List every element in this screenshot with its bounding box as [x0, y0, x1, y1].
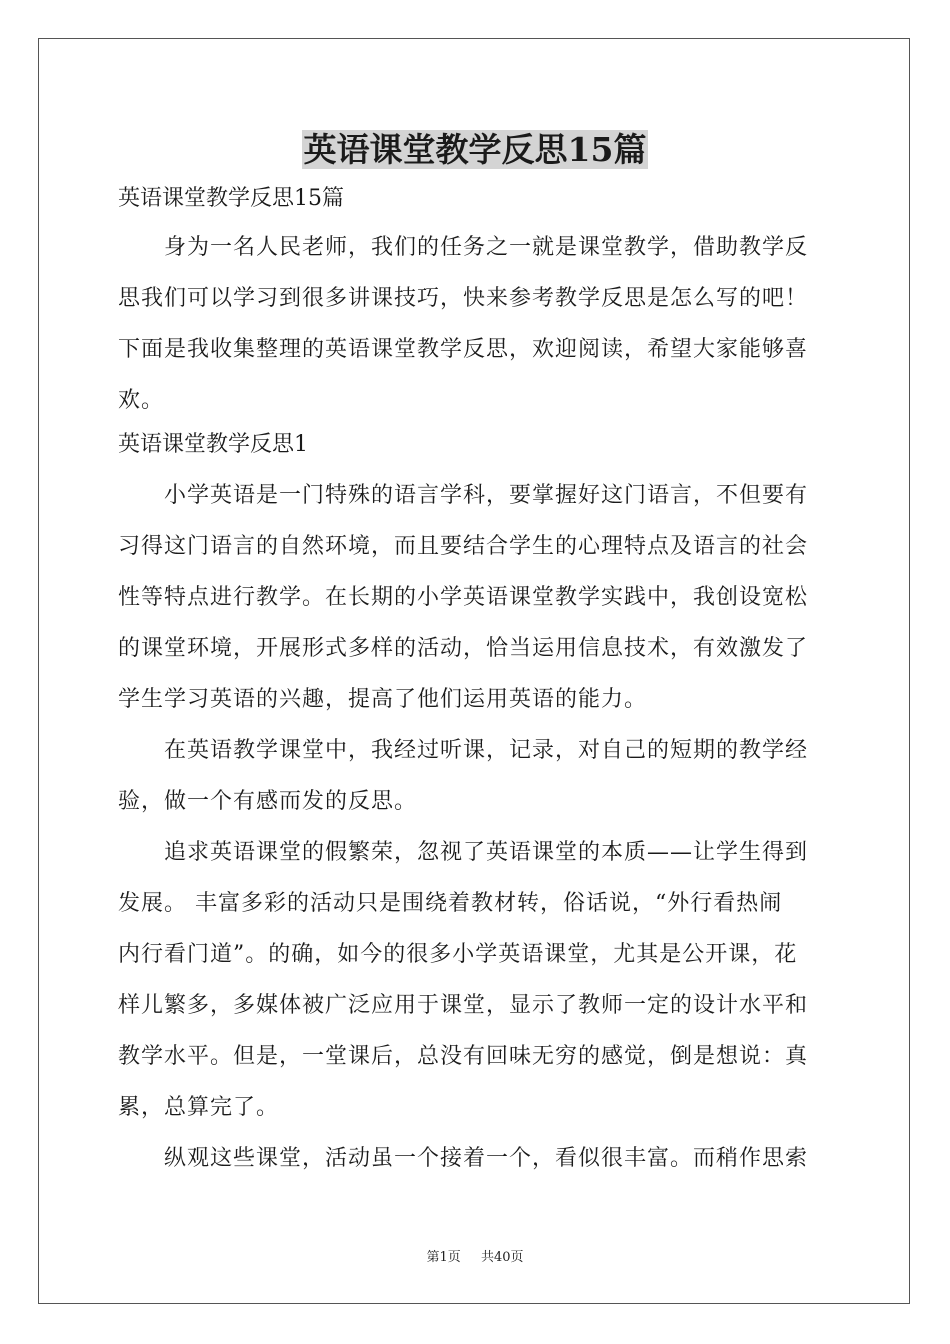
page-footer — [0, 1246, 950, 1265]
text-line: 验，做一个有感而发的反思。 — [118, 789, 418, 814]
text-line: 性等特点进行教学。在长期的小学英语课堂教学实践中，我创设宽松 — [118, 585, 809, 610]
text-line: 的课堂环境，开展形式多样的活动，恰当运用信息技术，有效激发了 — [118, 636, 809, 661]
text-line: 身为一名人民老师，我们的任务之一就是课堂教学，借助教学反 — [118, 235, 809, 260]
text-line: 习得这门语言的自然环境，而且要结合学生的心理特点及语言的社会 — [118, 534, 809, 559]
intro-paragraph — [118, 222, 834, 426]
section-heading: 英语课堂教学反思1 — [118, 432, 308, 457]
text-line: 发展。 丰富多彩的活动只是围绕着教材转，俗话说，“外行看热闹 — [118, 891, 783, 916]
text-line: 小学英语是一门特殊的语言学科，要掌握好这门语言，不但要有 — [118, 483, 809, 508]
text-line: 思我们可以学习到很多讲课技巧，快来参考教学反思是怎么写的吧！ — [118, 286, 809, 311]
text-line: 追求英语课堂的假繁荣，忽视了英语课堂的本质——让学生得到 — [118, 840, 809, 865]
page-number: 第1页 — [426, 1250, 461, 1265]
paragraph-1 — [118, 470, 834, 725]
document-title: 英语课堂教学反思15篇 — [303, 130, 647, 169]
text-line: 学生学习英语的兴趣，提高了他们运用英语的能力。 — [118, 687, 648, 712]
paragraph-3 — [118, 827, 834, 1133]
text-line: 下面是我收集整理的英语课堂教学反思，欢迎阅读，希望大家能够喜 — [118, 337, 809, 362]
text-line: 欢。 — [118, 388, 165, 413]
paragraph-2 — [118, 725, 834, 827]
document-body — [118, 180, 834, 1184]
document-subtitle: 英语课堂教学反思15篇 — [118, 186, 344, 211]
text-line: 纵观这些课堂，活动虽一个接着一个，看似很丰富。而稍作思索 — [118, 1146, 809, 1171]
text-line: 累，总算完了。 — [118, 1095, 280, 1120]
paragraph-4 — [118, 1133, 834, 1184]
text-line: 样儿繁多，多媒体被广泛应用于课堂，显示了教师一定的设计水平和 — [118, 993, 809, 1018]
text-line: 在英语教学课堂中，我经过听课，记录，对自己的短期的教学经 — [118, 738, 809, 763]
page-total: 共40页 — [480, 1250, 524, 1265]
text-line: 内行看门道”。的确，如今的很多小学英语课堂，尤其是公开课，花 — [118, 942, 798, 967]
text-line: 教学水平。但是，一堂课后，总没有回味无穷的感觉，倒是想说：真 — [118, 1044, 809, 1069]
